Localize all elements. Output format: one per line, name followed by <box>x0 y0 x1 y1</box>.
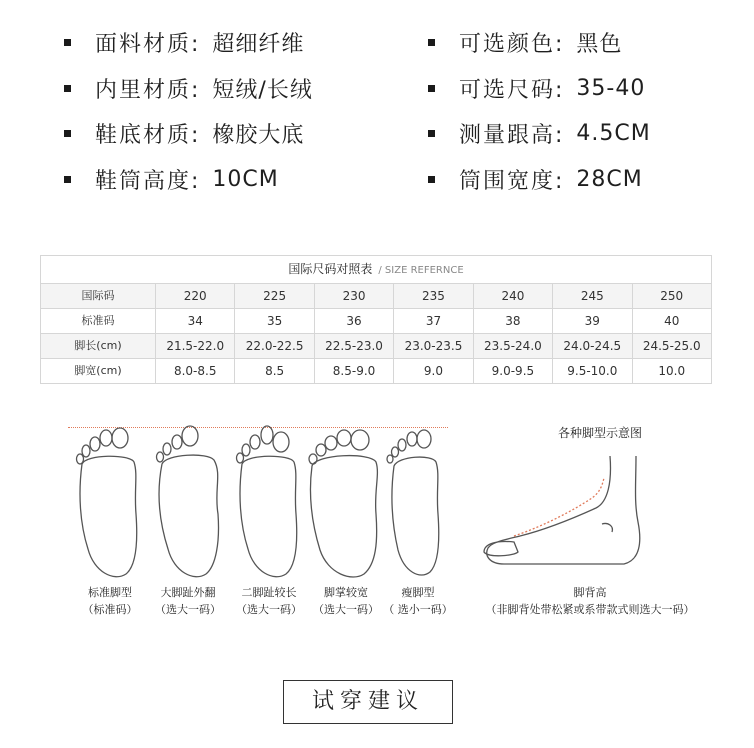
table-cell: 24.0-24.5 <box>552 334 631 358</box>
spec-sizes: 可选尺码: 35-40 <box>428 70 645 106</box>
table-cell: 9.0-9.5 <box>473 359 552 383</box>
table-cell: 240 <box>473 284 552 308</box>
bullet-icon <box>428 176 435 183</box>
table-cell: 235 <box>393 284 472 308</box>
side-view-caption: 脚背高 （非脚背处带松紧或系带款式则选大一码） <box>485 586 695 616</box>
spec-shaft-height: 鞋筒高度: 10CM <box>64 161 279 197</box>
table-cell: 36 <box>314 309 393 333</box>
foot-bunion-icon <box>152 424 226 584</box>
foot-side-view-icon <box>474 452 654 576</box>
table-cell: 35 <box>234 309 313 333</box>
table-cell: 8.5 <box>234 359 313 383</box>
table-cell: 245 <box>552 284 631 308</box>
foot-types-title: 各种脚型示意图 <box>557 426 642 440</box>
foot-caption-long-second-toe: 二脚趾较长 （选大一码） <box>236 586 302 616</box>
spec-fabric: 面料材质: 超细纤维 <box>64 24 304 60</box>
table-cell: 8.5-9.0 <box>314 359 393 383</box>
table-row <box>41 284 711 309</box>
row-header: 脚宽(cm) <box>74 364 122 377</box>
spec-shaft-width: 筒围宽度: 28CM <box>428 161 643 197</box>
table-cell: 10.0 <box>632 359 711 383</box>
bullet-icon <box>64 39 71 46</box>
row-header: 标准码 <box>81 314 115 327</box>
table-cell: 230 <box>314 284 393 308</box>
table-cell: 23.0-23.5 <box>393 334 472 358</box>
foot-caption-slim: 瘦脚型 （ 选小一码） <box>383 586 453 616</box>
table-row <box>41 359 711 383</box>
table-row <box>41 309 711 334</box>
table-cell: 22.5-23.0 <box>314 334 393 358</box>
size-table-body <box>41 284 711 383</box>
size-table <box>40 255 712 384</box>
product-specs <box>0 0 754 210</box>
table-cell: 250 <box>632 284 711 308</box>
bullet-icon <box>64 85 71 92</box>
size-table-title: 国际尺码对照表 / SIZE REFERNCE <box>41 256 711 284</box>
row-header: 脚长(cm) <box>74 339 122 352</box>
bullet-icon <box>428 85 435 92</box>
foot-slim-icon <box>380 424 450 584</box>
spec-sole: 鞋底材质: 橡胶大底 <box>64 115 304 151</box>
fitting-advice-heading: 试穿建议 <box>283 680 453 724</box>
table-row <box>41 334 711 359</box>
table-cell: 21.5-22.0 <box>155 334 234 358</box>
table-cell: 34 <box>155 309 234 333</box>
table-cell: 24.5-25.0 <box>632 334 711 358</box>
foot-long-second-toe-icon <box>232 424 306 584</box>
foot-standard-icon <box>72 424 146 584</box>
foot-wide-icon <box>306 424 386 584</box>
bullet-icon <box>428 130 435 137</box>
bullet-icon <box>64 176 71 183</box>
foot-caption-standard: 标准脚型 （标准码） <box>82 586 138 616</box>
table-cell: 8.0-8.5 <box>155 359 234 383</box>
table-cell: 40 <box>632 309 711 333</box>
table-cell: 39 <box>552 309 631 333</box>
row-header: 国际码 <box>81 289 115 302</box>
bullet-icon <box>64 130 71 137</box>
spec-color: 可选颜色: 黑色 <box>428 24 622 60</box>
foot-caption-wide: 脚掌较宽 （选大一码） <box>313 586 379 616</box>
table-cell: 23.5-24.0 <box>473 334 552 358</box>
spec-lining: 内里材质: 短绒/长绒 <box>64 70 313 106</box>
table-cell: 22.0-22.5 <box>234 334 313 358</box>
bullet-icon <box>428 39 435 46</box>
table-cell: 37 <box>393 309 472 333</box>
table-cell: 225 <box>234 284 313 308</box>
table-cell: 9.0 <box>393 359 472 383</box>
foot-caption-bunion: 大脚趾外翻 （选大一码） <box>155 586 221 616</box>
table-cell: 220 <box>155 284 234 308</box>
table-cell: 38 <box>473 309 552 333</box>
spec-heel-height: 测量跟高: 4.5CM <box>428 115 651 151</box>
table-cell: 9.5-10.0 <box>552 359 631 383</box>
